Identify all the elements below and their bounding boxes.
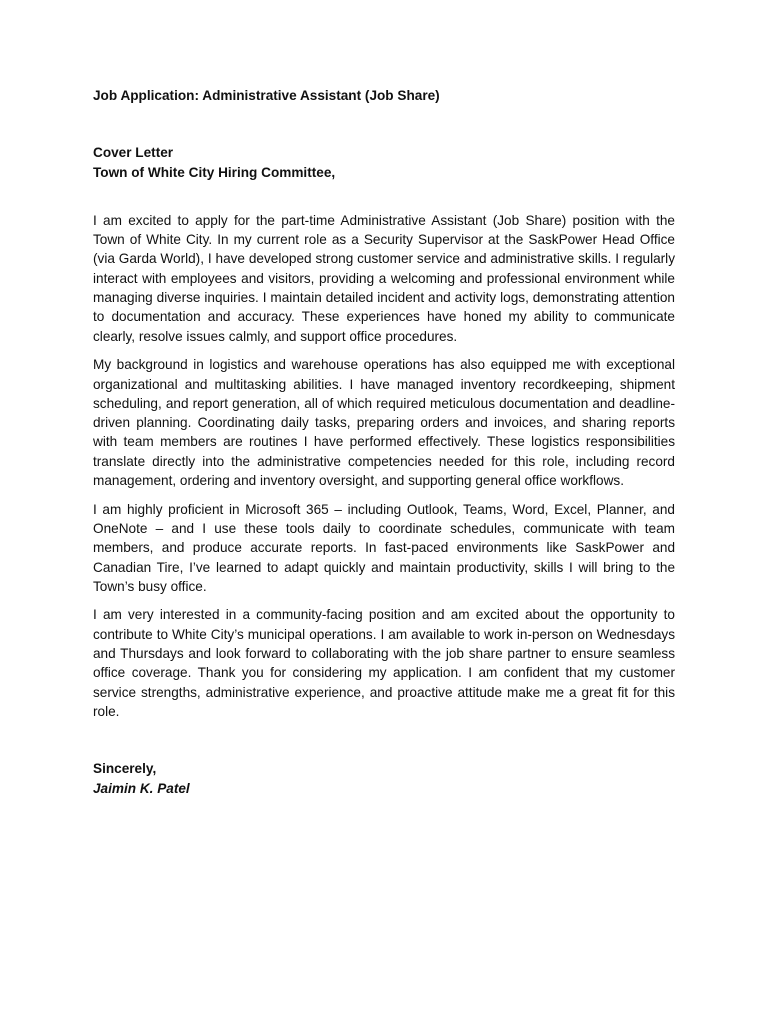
paragraph-1: I am excited to apply for the part-time Administrative Assistant (Job Share) position with the Town of White City. In my current role as a Security Supervisor at the SaskPower Head Office (via Garda World), I have developed strong customer service and administrative skills. I regularly interact with employees and visitors, providing a welcoming and professional environment while managing diverse inquiries. I maintain detailed incident and activity logs, demonstrating attention to documentation and accuracy. These experiences have honed my ability to communicate clearly, resolve issues calmly, and support office procedures. [93, 212, 675, 344]
letter-body [93, 211, 675, 721]
paragraph-2: My background in logistics and warehouse operations has also equipped me with exceptional organizational and multitasking abilities. I have managed inventory recordkeeping, shipment scheduling, and report generation, all of which required meticulous documentation and deadline-driven planning. Coordinating daily tasks, preparing orders and invoices, and sharing reports with team members are routines I have performed effectively. These logistics responsibilities translate directly into the administrative competencies needed for this role, including record management, ordering and inventory oversight, and supporting general office workflows. [93, 357, 675, 489]
document-title: Job Application: Administrative Assistant (Job Share) [93, 88, 440, 103]
document-page [93, 86, 675, 798]
cover-header [93, 143, 675, 182]
closing-block [93, 759, 675, 798]
closing: Sincerely, [93, 761, 157, 777]
paragraph-3: I am highly proficient in Microsoft 365 – including Outlook, Teams, Word, Excel, Planner, and OneNote – and I use these tools daily to coordinate schedules, communicate with team members, and produce accurate reports. In fast-paced environments like SaskPower and Canadian Tire, I’ve learned to adapt quickly and maintain productivity, skills I will bring to the Town’s busy office. [93, 501, 675, 594]
paragraph-4: I am very interested in a community-facing position and am excited about the opportunity to contribute to White City’s municipal operations. I am available to work in-person on Wednesdays and Thursdays and look forward to collaborating with the job share partner to ensure seamless office coverage. Thank you for considering my application. I am confident that my customer service strengths, administrative experience, and proactive attitude make me a great fit for this role. [93, 607, 675, 719]
addressee: Town of White City Hiring Committee, [93, 164, 336, 180]
signature: Jaimin K. Patel [93, 780, 190, 796]
cover-letter-heading: Cover Letter [93, 145, 174, 161]
